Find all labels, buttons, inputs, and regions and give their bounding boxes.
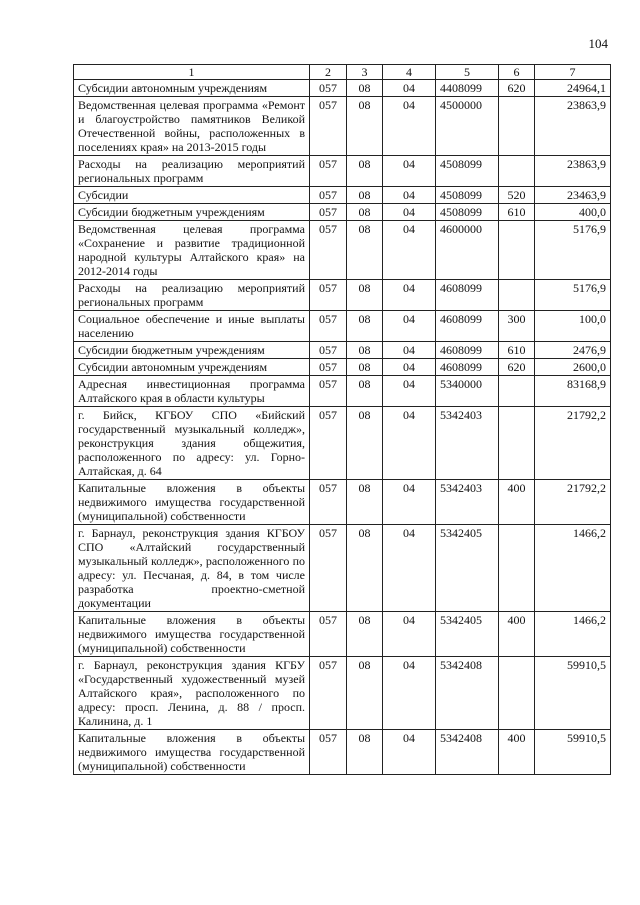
row-target-article: 5342403 — [436, 407, 499, 480]
row-amount: 23863,9 — [535, 156, 611, 187]
column-header: 3 — [347, 65, 383, 80]
row-ministry-code: 057 — [310, 376, 347, 407]
row-expense-type — [499, 156, 535, 187]
row-name: Субсидии бюджетным учреждениям — [74, 204, 310, 221]
table-row — [74, 342, 611, 359]
row-name: Капитальные вложения в объекты недвижимого имущества государственной (муниципальной) собственности — [74, 612, 310, 657]
row-expense-type: 400 — [499, 612, 535, 657]
row-subsection-code: 04 — [383, 280, 436, 311]
row-subsection-code: 04 — [383, 156, 436, 187]
row-ministry-code: 057 — [310, 730, 347, 775]
row-ministry-code: 057 — [310, 612, 347, 657]
table-row — [74, 204, 611, 221]
row-target-article: 4608099 — [436, 311, 499, 342]
row-section-code: 08 — [347, 480, 383, 525]
row-name: Субсидии бюджетным учреждениям — [74, 342, 310, 359]
row-amount: 1466,2 — [535, 525, 611, 612]
row-subsection-code: 04 — [383, 97, 436, 156]
row-name: Субсидии — [74, 187, 310, 204]
row-ministry-code: 057 — [310, 204, 347, 221]
column-header: 5 — [436, 65, 499, 80]
row-section-code: 08 — [347, 311, 383, 342]
row-target-article: 5342403 — [436, 480, 499, 525]
row-subsection-code: 04 — [383, 221, 436, 280]
table-row — [74, 311, 611, 342]
row-expense-type: 610 — [499, 204, 535, 221]
row-name: Социальное обеспечение и иные выплаты населению — [74, 311, 310, 342]
row-subsection-code: 04 — [383, 480, 436, 525]
row-name: Капитальные вложения в объекты недвижимого имущества государственной (муниципальной) собственности — [74, 480, 310, 525]
row-name: г. Барнаул, реконструкция здания КГБОУ СПО «Алтайский государственный музыкальный колледж», расположенного по адресу: ул. Песчаная, д. 84, в том числе разработка проектно-сметной документации — [74, 525, 310, 612]
row-target-article: 5342405 — [436, 525, 499, 612]
row-target-article: 5342405 — [436, 612, 499, 657]
column-header: 7 — [535, 65, 611, 80]
row-target-article: 5342408 — [436, 730, 499, 775]
row-ministry-code: 057 — [310, 97, 347, 156]
row-subsection-code: 04 — [383, 342, 436, 359]
row-amount: 2476,9 — [535, 342, 611, 359]
row-expense-type: 620 — [499, 359, 535, 376]
row-expense-type — [499, 525, 535, 612]
row-amount: 2600,0 — [535, 359, 611, 376]
row-amount: 23863,9 — [535, 97, 611, 156]
page-number: 104 — [588, 36, 608, 51]
row-target-article: 4408099 — [436, 80, 499, 97]
row-ministry-code: 057 — [310, 407, 347, 480]
row-ministry-code: 057 — [310, 342, 347, 359]
row-expense-type: 620 — [499, 80, 535, 97]
row-ministry-code: 057 — [310, 480, 347, 525]
row-target-article: 4508099 — [436, 187, 499, 204]
row-amount: 21792,2 — [535, 480, 611, 525]
row-target-article: 4608099 — [436, 342, 499, 359]
row-target-article: 5342408 — [436, 657, 499, 730]
row-target-article: 5340000 — [436, 376, 499, 407]
row-name: Субсидии автономным учреждениям — [74, 80, 310, 97]
row-ministry-code: 057 — [310, 221, 347, 280]
row-amount: 83168,9 — [535, 376, 611, 407]
budget-table — [73, 64, 611, 775]
row-ministry-code: 057 — [310, 280, 347, 311]
table-row — [74, 280, 611, 311]
row-section-code: 08 — [347, 187, 383, 204]
row-name: Ведомственная целевая программа «Ремонт и благоустройство памятников Великой Отечественной войны, расположенных в поселениях края» на 2013-2015 годы — [74, 97, 310, 156]
row-subsection-code: 04 — [383, 80, 436, 97]
row-amount: 59910,5 — [535, 730, 611, 775]
row-amount: 5176,9 — [535, 221, 611, 280]
row-subsection-code: 04 — [383, 311, 436, 342]
row-amount: 21792,2 — [535, 407, 611, 480]
row-section-code: 08 — [347, 97, 383, 156]
table-row — [74, 156, 611, 187]
table-body — [74, 80, 611, 775]
row-subsection-code: 04 — [383, 612, 436, 657]
table-row — [74, 376, 611, 407]
row-ministry-code: 057 — [310, 80, 347, 97]
row-section-code: 08 — [347, 156, 383, 187]
row-expense-type — [499, 221, 535, 280]
row-amount: 400,0 — [535, 204, 611, 221]
row-expense-type — [499, 407, 535, 480]
row-amount: 59910,5 — [535, 657, 611, 730]
row-amount: 1466,2 — [535, 612, 611, 657]
row-target-article: 4600000 — [436, 221, 499, 280]
row-subsection-code: 04 — [383, 359, 436, 376]
row-section-code: 08 — [347, 657, 383, 730]
table-header-row — [74, 65, 611, 80]
table-row — [74, 730, 611, 775]
row-name: Адресная инвестиционная программа Алтайского края в области культуры — [74, 376, 310, 407]
row-target-article: 4508099 — [436, 204, 499, 221]
row-subsection-code: 04 — [383, 525, 436, 612]
row-target-article: 4508099 — [436, 156, 499, 187]
row-subsection-code: 04 — [383, 187, 436, 204]
row-name: Капитальные вложения в объекты недвижимого имущества государственной (муниципальной) собственности — [74, 730, 310, 775]
row-section-code: 08 — [347, 80, 383, 97]
row-subsection-code: 04 — [383, 657, 436, 730]
row-name: Расходы на реализацию мероприятий региональных программ — [74, 156, 310, 187]
row-section-code: 08 — [347, 407, 383, 480]
row-ministry-code: 057 — [310, 525, 347, 612]
row-expense-type — [499, 280, 535, 311]
row-expense-type: 400 — [499, 730, 535, 775]
row-ministry-code: 057 — [310, 311, 347, 342]
row-section-code: 08 — [347, 359, 383, 376]
row-name: г. Барнаул, реконструкция здания КГБУ «Государственный художественный музей Алтайского края», расположенного по адресу: просп. Ленина, д. 88 / просп. Калинина, д. 1 — [74, 657, 310, 730]
row-expense-type: 400 — [499, 480, 535, 525]
row-name: г. Бийск, КГБОУ СПО «Бийский государственный музыкальный колледж», реконструкция здания общежития, расположенного по адресу: ул. Горно-Алтайская, д. 64 — [74, 407, 310, 480]
row-target-article: 4608099 — [436, 359, 499, 376]
row-ministry-code: 057 — [310, 657, 347, 730]
row-ministry-code: 057 — [310, 187, 347, 204]
row-section-code: 08 — [347, 204, 383, 221]
row-ministry-code: 057 — [310, 156, 347, 187]
row-subsection-code: 04 — [383, 730, 436, 775]
row-expense-type: 300 — [499, 311, 535, 342]
row-section-code: 08 — [347, 342, 383, 359]
table-row — [74, 80, 611, 97]
row-name: Ведомственная целевая программа «Сохранение и развитие традиционной народной культуры Алтайского края» на 2012-2014 годы — [74, 221, 310, 280]
row-section-code: 08 — [347, 525, 383, 612]
row-subsection-code: 04 — [383, 204, 436, 221]
row-amount: 24964,1 — [535, 80, 611, 97]
table-row — [74, 359, 611, 376]
row-section-code: 08 — [347, 280, 383, 311]
row-amount: 23463,9 — [535, 187, 611, 204]
column-header: 2 — [310, 65, 347, 80]
row-expense-type — [499, 376, 535, 407]
table-row — [74, 407, 611, 480]
row-subsection-code: 04 — [383, 376, 436, 407]
column-header: 6 — [499, 65, 535, 80]
row-section-code: 08 — [347, 376, 383, 407]
row-name: Расходы на реализацию мероприятий региональных программ — [74, 280, 310, 311]
table-row — [74, 657, 611, 730]
row-target-article: 4608099 — [436, 280, 499, 311]
row-expense-type — [499, 657, 535, 730]
table-row — [74, 97, 611, 156]
row-name: Субсидии автономным учреждениям — [74, 359, 310, 376]
table-row — [74, 612, 611, 657]
row-section-code: 08 — [347, 221, 383, 280]
column-header: 1 — [74, 65, 310, 80]
row-amount: 5176,9 — [535, 280, 611, 311]
row-target-article: 4500000 — [436, 97, 499, 156]
column-header: 4 — [383, 65, 436, 80]
row-ministry-code: 057 — [310, 359, 347, 376]
table-row — [74, 480, 611, 525]
row-expense-type: 520 — [499, 187, 535, 204]
row-expense-type — [499, 97, 535, 156]
row-subsection-code: 04 — [383, 407, 436, 480]
row-amount: 100,0 — [535, 311, 611, 342]
row-section-code: 08 — [347, 612, 383, 657]
row-expense-type: 610 — [499, 342, 535, 359]
table-row — [74, 187, 611, 204]
row-section-code: 08 — [347, 730, 383, 775]
table-row — [74, 221, 611, 280]
table-row — [74, 525, 611, 612]
